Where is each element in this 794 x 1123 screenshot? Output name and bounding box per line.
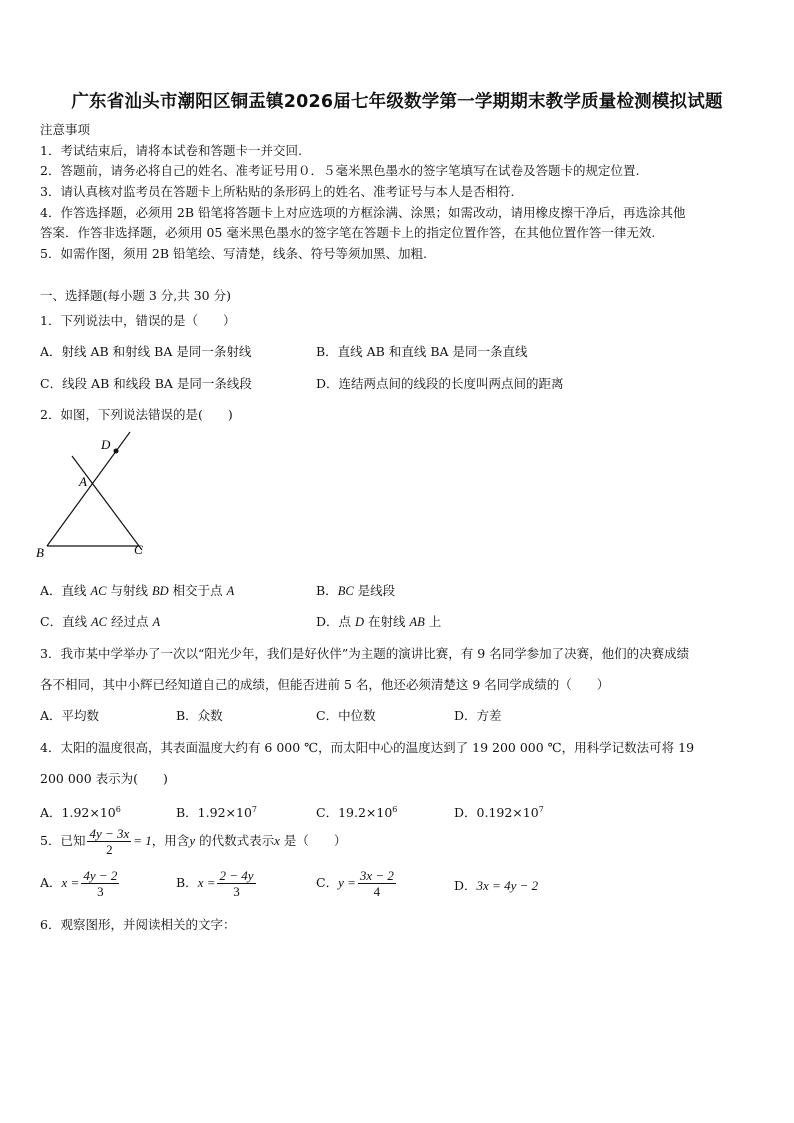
q4-option-c: C．$19.2\times 10^6$ (316, 805, 398, 821)
question-5-stem: 5．已知 $\frac{4y - 3x}{2}$ = 1，用含y 的代数式表示x 是（ ） (40, 826, 347, 857)
question-4-stem-line-1: 4．太阳的温度很高，其表面温度大约有 6 000 ℃，而太阳中心的温度达到了 19 200 000 ℃，用科学记数法可将 19 (40, 740, 695, 755)
question-1-stem: 1．下列说法中，错误的是（ ） (40, 313, 236, 328)
question-4-stem-line-2: 200 000 表示为( ) (40, 771, 168, 786)
notice-item: 4．作答选择题，必须用 2B 铅笔将答题卡上对应选项的方框涂满、涂黑；如需改动，请用橡皮擦干净后，再选涂其他 (40, 205, 686, 220)
q5-option-d: D．3x = 4y − 2 (454, 878, 539, 893)
point-d (114, 449, 119, 454)
label-b: B (36, 545, 44, 560)
q2-geometry-figure (30, 428, 150, 563)
q5-option-c: C．y = $\frac{3x - 2}{4}$ (316, 868, 394, 899)
q3-option-c: C．中位数 (316, 708, 376, 723)
q1-option-d: D．连结两点间的线段的长度叫两点间的距离 (316, 376, 564, 391)
notice-item: 1．考试结束后，请将本试卷和答题卡一并交回. (40, 143, 302, 158)
notice-item: 5．如需作图，须用 2B 铅笔绘、写清楚，线条、符号等须加黑、加粗. (40, 246, 428, 261)
q3-option-a: A．平均数 (40, 708, 100, 723)
q5-given-fraction: $\frac{4y - 3x}{2}$ (89, 826, 130, 857)
notice-item: 3．请认真核对监考员在答题卡上所粘贴的条形码上的姓名、准考证号与本人是否相符. (40, 184, 515, 199)
q4-option-d: D．$0.192\times 10^7$ (454, 805, 544, 821)
question-2-stem: 2．如图，下列说法错误的是( ) (40, 407, 233, 422)
section-heading: 一、选择题(每小题 3 分,共 30 分) (40, 288, 231, 303)
label-a: A (79, 474, 87, 489)
q5-option-a: A．x = $\frac{4y - 2}{3}$ (40, 868, 118, 899)
q1-option-a: A．射线 AB 和射线 BA 是同一条射线 (40, 344, 252, 359)
notice-item: 答案．作答非选择题，必须用 05 毫米黑色墨水的签字笔在答题卡上的指定位置作答，在其他位置作答一律无效. (40, 225, 656, 240)
page-title: 广东省汕头市潮阳区铜盂镇2026届七年级数学第一学期期末教学质量检测模拟试题 (71, 92, 723, 112)
notice-heading: 注意事项 (40, 122, 91, 137)
q2-option-c: C．直线 AC 经过点 A (40, 614, 161, 629)
q2-option-b: B．BC 是线段 (316, 583, 396, 598)
q1-option-b: B．直线 AB 和直线 BA 是同一条直线 (316, 344, 528, 359)
line-ac-extended (72, 456, 142, 550)
q4-option-a: A．$1.92\times 10^6$ (40, 805, 121, 821)
label-d: D (101, 437, 111, 452)
q5-option-b: B．x = $\frac{2 - 4y}{3}$ (176, 868, 254, 899)
q3-option-d: D．方差 (454, 708, 502, 723)
q4-option-b: B．$1.92\times 10^7$ (176, 805, 257, 821)
label-c: C (134, 542, 143, 557)
q2-option-a: A．直线 AC 与射线 BD 相交于点 A (40, 583, 235, 598)
question-6-stem: 6．观察图形，并阅读相关的文字： (40, 917, 236, 932)
q1-option-c: C．线段 AB 和线段 BA 是同一条线段 (40, 376, 252, 391)
question-3-stem-line-1: 3．我市某中学举办了一次以“阳光少年，我们是好伙伴”为主题的演讲比赛，有 9 名同学参加了决赛，他们的决赛成绩 (40, 646, 690, 661)
line-ac (133, 432, 148, 558)
notice-item: 2．答题前，请务必将自己的姓名、准考证号用０．５毫米黑色墨水的签字笔填写在试卷及答题卡的规定位置. (40, 163, 640, 178)
q2-option-d: D．点 D 在射线 AB 上 (316, 614, 442, 629)
q3-option-b: B．众数 (176, 708, 223, 723)
question-3-stem-line-2: 各不相同，其中小辉已经知道自己的成绩，但能否进前 5 名，他还必须清楚这 9 名同学成绩的（ ） (40, 677, 610, 692)
